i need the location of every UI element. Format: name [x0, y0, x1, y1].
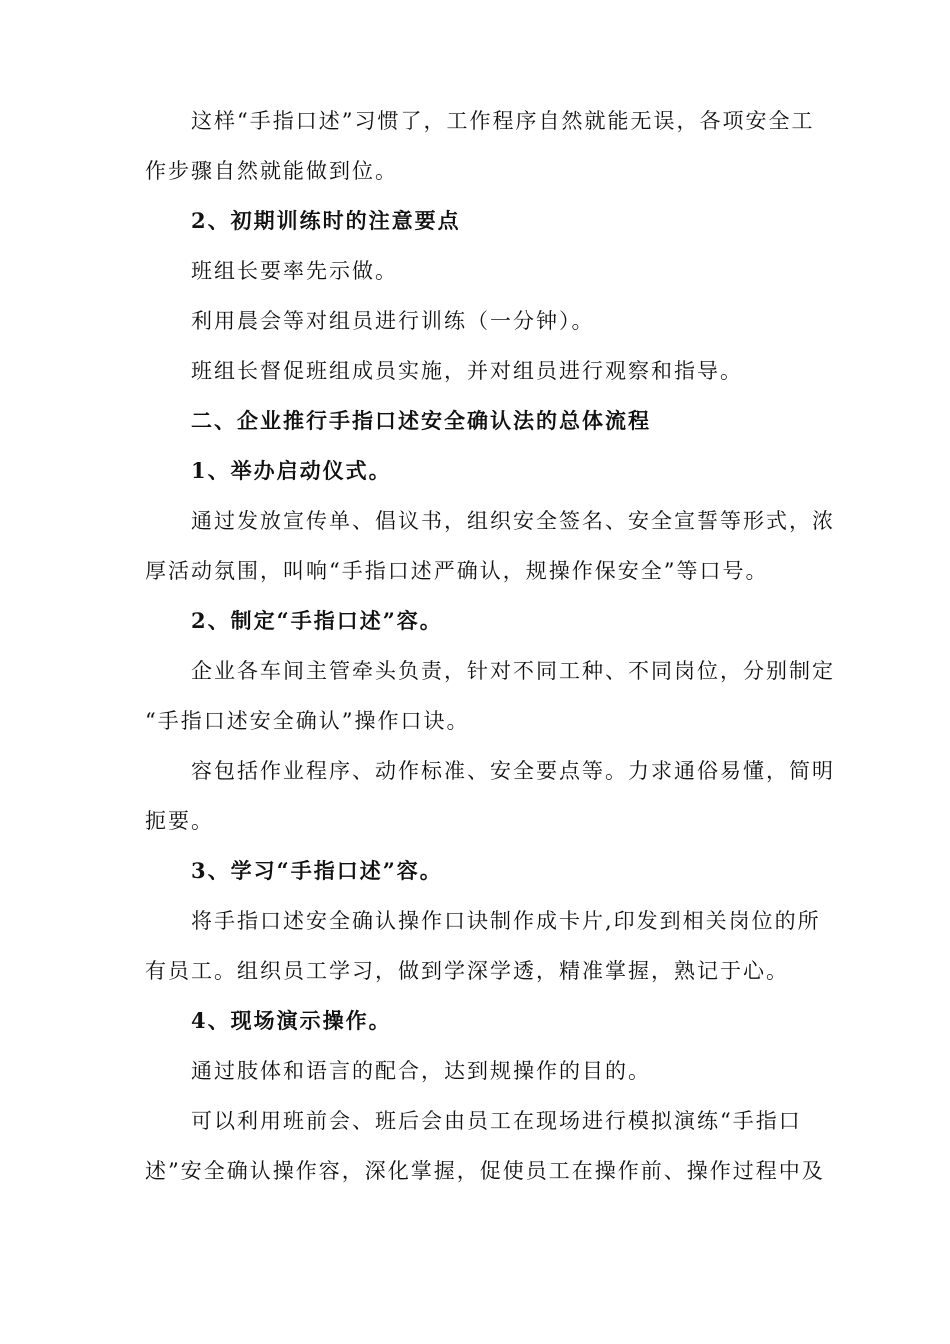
- paragraph: [145, 1096, 825, 1196]
- text-line: 这样“手指口述”习惯了，工作程序自然就能无误，各项安全工: [191, 109, 815, 133]
- text-line: 班组长督促班组成员实施，并对组员进行观察和指导。: [191, 359, 743, 383]
- paragraph-habit: [145, 96, 825, 196]
- paragraph: [145, 296, 825, 346]
- section-heading: [145, 446, 825, 496]
- paragraph: [145, 896, 825, 996]
- text-line: 通过肢体和语言的配合，达到规操作的目的。: [191, 1059, 651, 1083]
- heading-text: 3、学习“手指口述”容。: [191, 858, 443, 883]
- text-line: 述”安全确认操作容，深化掌握，促使员工在操作前、操作过程中及: [145, 1159, 825, 1183]
- text-line: 厚活动氛围，叫响“手指口述严确认，规操作保安全”等口号。: [145, 559, 769, 583]
- text-line: 可以利用班前会、班后会由员工在现场进行模拟演练“手指口: [191, 1109, 802, 1133]
- paragraph: [145, 1046, 825, 1096]
- paragraph: [145, 246, 825, 296]
- text-line: 容包括作业程序、动作标准、安全要点等。力求通俗易懂，简明: [191, 759, 835, 783]
- paragraph: [145, 496, 835, 596]
- heading-text: 4、现场演示操作。: [191, 1008, 392, 1033]
- text-line: 利用晨会等对组员进行训练（一分钟）。: [191, 309, 595, 333]
- paragraph: [145, 346, 825, 396]
- text-line: 通过发放宣传单、倡议书，组织安全签名、安全宣誓等形式，浓: [191, 509, 835, 533]
- text-line: 企业各车间主管牵头负责，针对不同工种、不同岗位，分别制定: [191, 659, 835, 683]
- text-line: 作步骤自然就能做到位。: [145, 159, 398, 183]
- heading-text: 1、举办启动仪式。: [191, 458, 392, 483]
- text-line: 将手指口述安全确认操作口诀制作成卡片,印发到相关岗位的所: [191, 909, 821, 933]
- section-heading: [145, 396, 825, 446]
- text-line: 班组长要率先示做。: [191, 259, 398, 283]
- paragraph: [145, 646, 835, 746]
- section-heading: [145, 196, 825, 246]
- section-heading: [145, 846, 825, 896]
- paragraph: [145, 746, 835, 846]
- heading-text: 2、初期训练时的注意要点: [191, 208, 461, 233]
- heading-text: 二、企业推行手指口述安全确认法的总体流程: [191, 408, 651, 433]
- section-heading: [145, 996, 825, 1046]
- text-line: 有员工。组织员工学习，做到学深学透，精准掌握，熟记于心。: [145, 959, 789, 983]
- text-line: 扼要。: [145, 809, 214, 833]
- heading-text: 2、制定“手指口述”容。: [191, 608, 443, 633]
- text-line: “手指口述安全确认”操作口诀。: [145, 709, 470, 733]
- section-heading: [145, 596, 825, 646]
